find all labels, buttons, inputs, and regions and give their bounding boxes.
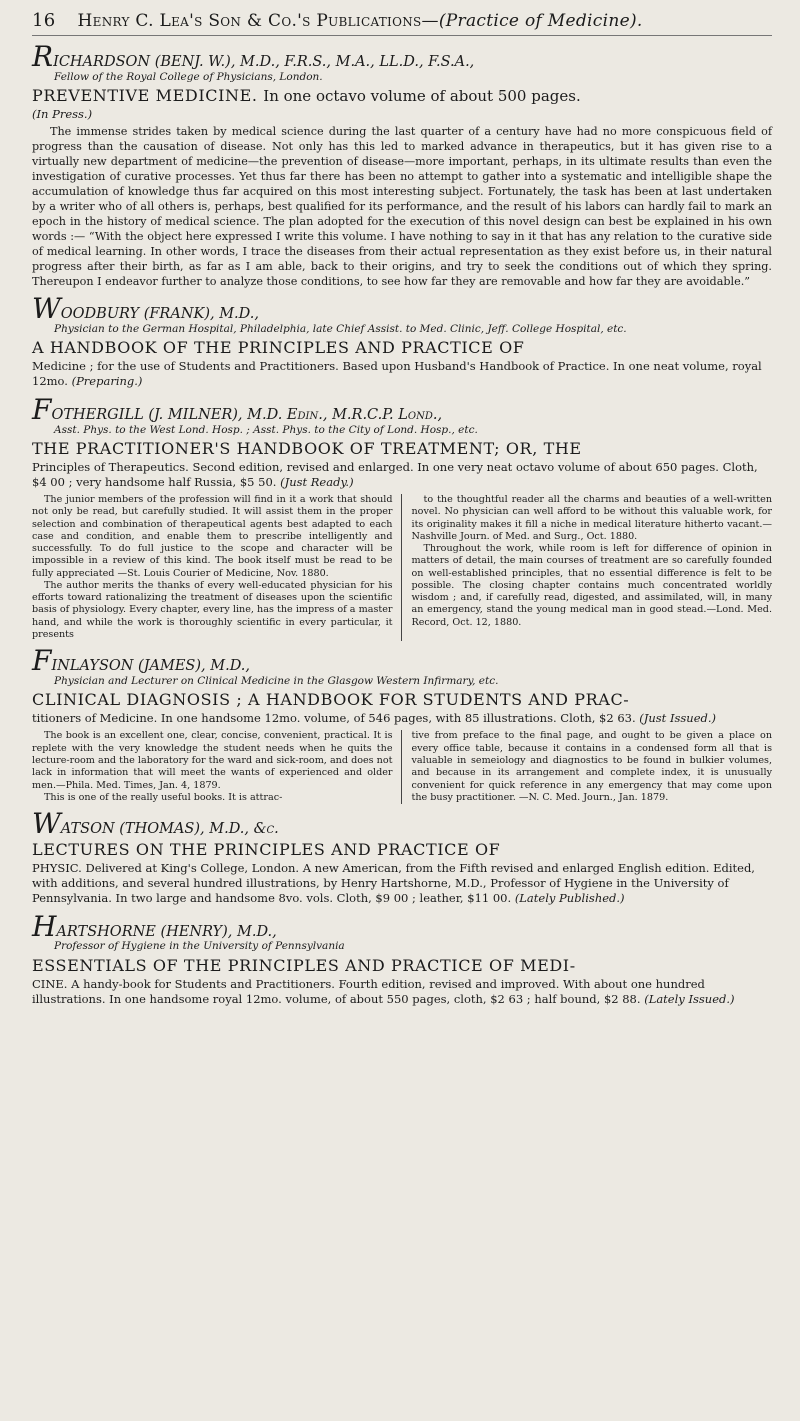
author-name: RICHARDSON (BENJ. W.), M.D., F.R.S., M.A., LL.D., F.S.A.,	[32, 40, 475, 73]
author-affiliation: Asst. Phys. to the West Lond. Hosp. ; Asst. Phys. to the City of Lond. Hosp., etc.	[54, 423, 478, 436]
book-status: (Just Ready.)	[280, 474, 354, 489]
author-name: WATSON (THOMAS), M.D., &c.	[32, 807, 279, 841]
book-entry-fothergill	[32, 392, 772, 642]
book-entry-watson	[32, 807, 772, 906]
book-details: titioners of Medicine. In one handsome 12mo. volume, of 546 pages, with 85 illustrations. Cloth, $2 63. (Just Issued.)	[32, 711, 717, 726]
review-column-left: The junior members of the profession will find in it a work that should not only be read, but carefully studied. It will assist them in the proper selection and combination of therapeutical agents best adapted to each case and condition, and enable them to prescribe intelligently and successfully. To do full justice to the scope and character will be impossible in a review of this kind. The book itself must be read to be fully appreciated —St. Louis Courier of Medicine, Nov. 1880. The author merits the thanks of every well-educated physician for his efforts toward rationalizing the treatment of diseases upon the scientific basis of physiology. Every chapter, every line, has the impress of a master hand, and while the work is thoroughly scientific in every particular, it presents	[32, 494, 402, 641]
publisher-heading: Henry C. Lea's Son & Co.'s Publications—(Practice of Medicine).	[77, 11, 643, 31]
review-column-right: to the thoughtful reader all the charms and beauties of a well-written novel. No physician can well afford to be without this valuable work, for its originality makes it fill a niche in medical literature hitherto vacant.—Nashville Journ. of Med. and Surg., Oct. 1880. Throughout the work, while room is left for difference of opinion in matters of detail, the main courses of treatment are so carefully founded on well-established principles, that no essential difference is felt to be possible. The closing chapter contains much concentrated worldly wisdom ; and, if carefully read, digested, and assimilated, will, in many an emergency, stand the young medical man in good stead.—Lond. Med. Record, Oct. 12, 1880.	[411, 494, 772, 628]
review-column-right: tive from preface to the final page, and ought to be given a place on every office table, because it contains in a condensed form all that is valuable in semeiology and diagnostics to be found in bulkier volumes, and because in its arrangement and complete index, it is unusually convenient for quick reference in any emergency that may come upon the busy practitioner. —N. C. Med. Journ., Jan. 1879.	[411, 730, 772, 803]
author-affiliation: Fellow of the Royal College of Physicians, London.	[54, 70, 323, 83]
book-title: ESSENTIALS OF THE PRINCIPLES AND PRACTICE OF MEDI-	[32, 955, 576, 975]
book-details: Principles of Therapeutics. Second edition, revised and enlarged. In one very neat octavo volume of about 650 pages. Cloth, $4 00 ; very handsome half Russia, $5 50. (Just Ready.)	[32, 459, 758, 489]
author-affiliation: Physician and Lecturer on Clinical Medicine in the Glasgow Western Infirmary, etc.	[54, 675, 499, 688]
book-title: A HANDBOOK OF THE PRINCIPLES AND PRACTICE OF	[32, 338, 525, 358]
book-status: (Lately Published.)	[514, 891, 625, 906]
press-reviews	[32, 730, 772, 804]
author-affiliation: Physician to the German Hospital, Philadelphia, late Chief Assist. to Med. Clinic, Jeff. College Hospital, etc.	[54, 323, 627, 336]
author-name: FOTHERGILL (J. MILNER), M.D. Edin., M.R.C.P. Lond.,	[32, 392, 443, 426]
book-title: THE PRACTITIONER'S HANDBOOK OF TREATMENT; OR, THE	[32, 438, 582, 458]
book-status: (Just Issued.)	[639, 711, 717, 726]
author-affiliation: Professor of Hygiene in the University of Pennsylvania	[54, 940, 345, 953]
book-status: (Lately Issued.)	[644, 991, 735, 1006]
review-column-left: The book is an excellent one, clear, concise, convenient, practical. It is replete with the very knowledge the student needs when he quits the lecture-room and the laboratory for the ward and sick-room, and does not lack in information that will meet the wants of experienced and older men.—Phila. Med. Times, Jan. 4, 1879. This is one of the really useful books. It is attrac-	[32, 730, 402, 804]
book-details: CINE. A handy-book for Students and Practitioners. Fourth edition, revised and improved. With about one hundred illustrations. In one handsome royal 12mo. volume, of about 550 pages, cloth, $2 63 ; half bound, $2 88. (Lately Issued.)	[32, 976, 735, 1006]
author-name: FINLAYSON (JAMES), M.D.,	[32, 644, 251, 678]
book-title: LECTURES ON THE PRINCIPLES AND PRACTICE OF	[32, 840, 501, 859]
book-entry-woodbury	[32, 292, 772, 389]
book-entry-hartshorne	[32, 909, 772, 1007]
book-title: CLINICAL DIAGNOSIS ; A HANDBOOK FOR STUDENTS AND PRAC-	[32, 690, 630, 710]
page-number: 16	[32, 10, 56, 31]
author-name: WOODBURY (FRANK), M.D.,	[32, 292, 259, 326]
book-status: (In Press.)	[32, 107, 93, 122]
author-name: HARTSHORNE (HENRY), M.D.,	[32, 909, 277, 943]
book-entry-richardson	[32, 40, 772, 289]
book-title: PREVENTIVE MEDICINE. In one octavo volume of about 500 pages.	[32, 86, 581, 106]
book-details: PHYSIC. Delivered at King's College, London. A new American, from the Fifth revised and enlarged English edition. Edited, with additions, and several hundred illustrations, by Henry Hartshorne, M.D., Professor of Hygiene in the University of Pennsylvania. In two large and handsome 8vo. vols. Cloth, $9 00 ; leather, $11 00. (Lately Published.)	[32, 861, 755, 906]
running-head	[32, 10, 772, 36]
book-status: (Preparing.)	[71, 374, 143, 389]
book-entry-finlayson	[32, 644, 772, 804]
book-details: Medicine ; for the use of Students and Practitioners. Based upon Husband's Handbook of Practice. In one neat volume, royal 12mo. (Preparing.)	[32, 359, 762, 389]
book-description: The immense strides taken by medical science during the last quarter of a century have had no more conspicuous field of progress than the causation of disease. Not only has this led to marked advance in therapeutics, but it has given rise to a virtually new department of medicine—the prevention of disease—more important, perhaps, in its ultimate results than even the investigation of curative processes. Yet thus far there has been no attempt to gather into a systematic and intelligible shape the accumulation of knowledge thus far acquired on this most interesting subject. Fortunately, the task has been at last undertaken by a writer who of all others is, perhaps, best qualified for its performance, and the result of his labors can hardly fail to mark an epoch in the history of medical science. The plan adopted for the execution of this novel design can best be explained in his own words :— “With the object here expressed I write this volume. I have nothing to say in it that has any relation to the curative side of medical learning. In other words, I trace the diseases from their actual representation as they exist before us, in their natural progress after their birth, as far as I am able, back to their origins, and try to seek the conditions out of which they spring. Thereupon I endeavor further to analyze those conditions, to see how far they are removable and how far they are avoidable.”	[32, 125, 772, 289]
subject-heading: (Practice of Medicine).	[438, 11, 643, 31]
press-reviews	[32, 494, 772, 641]
